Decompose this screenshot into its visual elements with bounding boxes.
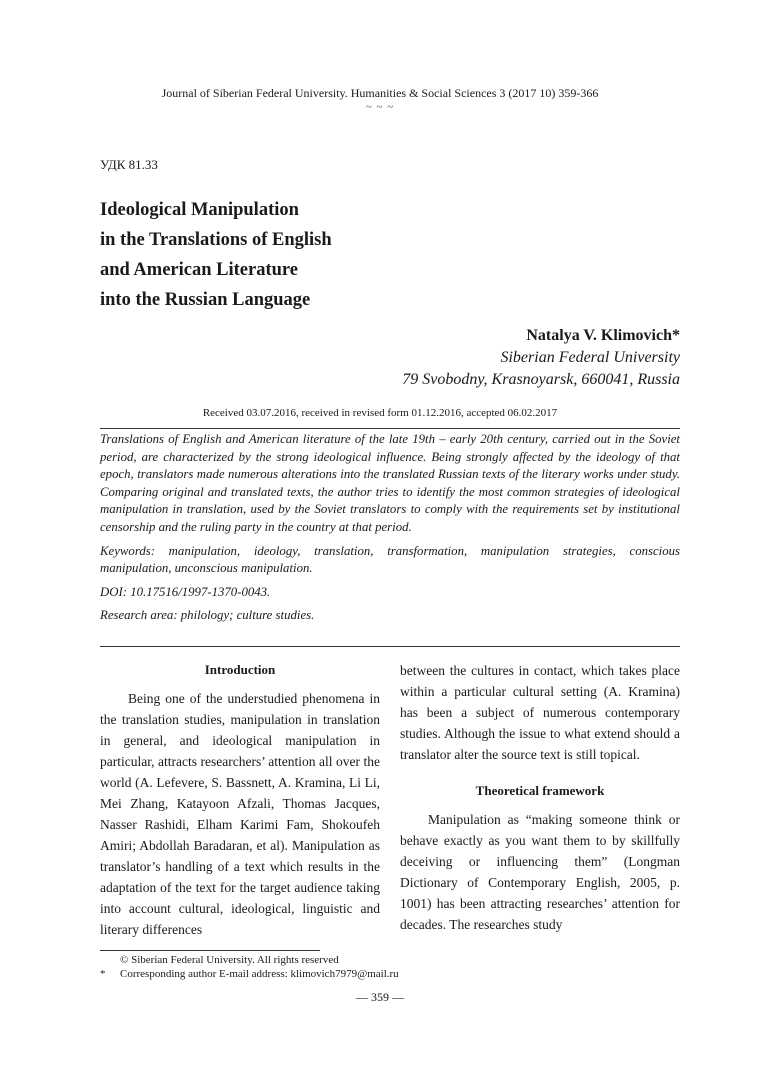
author-block bbox=[402, 325, 680, 391]
footnote-rule bbox=[100, 950, 320, 951]
keywords: Keywords: manipulation, ideology, translation, transformation, manipulation strategies, conscious manipulation, unconscious manipulation. bbox=[100, 543, 680, 576]
page-number: — 359 — bbox=[356, 990, 404, 1004]
author-affiliation: Siberian Federal University bbox=[500, 349, 680, 366]
abstract-bottom-rule bbox=[100, 646, 680, 647]
title-line: Ideological Manipulation bbox=[100, 200, 299, 220]
header-ornament: ~ ~ ~ bbox=[365, 101, 395, 113]
journal-header: Journal of Siberian Federal University. Humanities & Social Sciences 3 (2017 10) 359-366 bbox=[161, 86, 599, 100]
section-heading-introduction: Introduction bbox=[204, 662, 276, 677]
title-line: and American Literature bbox=[100, 260, 298, 280]
footnotes bbox=[100, 953, 399, 981]
title-line: into the Russian Language bbox=[100, 290, 311, 310]
title-line: in the Translations of English bbox=[100, 230, 332, 250]
intro-paragraph: Being one of the understudied phenomena in the translation studies, manipulation in translation in general, and ideological manipulation in particular, attracts researchers’ attention all over the world (A. Lefevere, S. Bassnett, A. Kramina, Li Li, Mei Zhang, Katayoon Afzali, Thomas Jacques, Nasser Rashidi, Elham Karimi Fam, Shokoufeh Amiri; Abdollah Baradaran, et al). Manipulation as translator’s handling of a text which results in the adaptation of the text for the target audience taking into account cultural, ideological, linguistic and literary differences bbox=[100, 691, 380, 937]
abstract-block bbox=[100, 431, 680, 631]
section-heading-theoretical-framework: Theoretical framework bbox=[475, 783, 605, 798]
research-area: Research area: philology; culture studies. bbox=[100, 608, 315, 623]
corresponding-author-note: * Corresponding author E-mail address: klimovich7979@mail.ru bbox=[100, 968, 399, 980]
udk-code: УДК 81.33 bbox=[100, 157, 158, 172]
left-column bbox=[100, 660, 380, 940]
article-title bbox=[100, 195, 500, 315]
abstract-top-rule bbox=[100, 428, 680, 429]
theory-paragraph: Manipulation as “making someone think or behave exactly as you want them to by skillfully deceiving or influencing them” (Longman Dictionary of Contemporary English, 2005, p. 1001) has been attracting researches’ attention for decades. The researches study bbox=[400, 812, 680, 932]
doi: DOI: 10.17516/1997-1370-0043. bbox=[100, 584, 271, 599]
intro-continuation: between the cultures in contact, which takes place within a particular cultural setting (A. Kramina) has been a subject of numerous contemporary studies. Although the issue to what extend should a translator alter the source text is still topical. bbox=[400, 663, 680, 762]
right-column bbox=[400, 660, 680, 935]
received-dates: Received 03.07.2016, received in revised form 01.12.2016, accepted 06.02.2017 bbox=[202, 407, 558, 419]
copyright-note: © Siberian Federal University. All rights reserved bbox=[120, 954, 339, 966]
author-name: Natalya V. Klimovich* bbox=[526, 327, 680, 344]
abstract-text: Translations of English and American literature of the late 19th – early 20th century, carried out in the Soviet period, are characterized by the strong ideological influence. Being strongly affected by the ideology of that epoch, translators made numerous alterations into the translated Russian texts of the literary works under study. Comparing original and translated texts, the author tries to identify the most common strategies of ideological manipulation in translation, used by the Soviet translators to comply with the requirements set by institutional censorship and the ruling party in the country at that period. bbox=[100, 432, 680, 534]
author-address: 79 Svobodny, Krasnoyarsk, 660041, Russia bbox=[402, 371, 680, 388]
